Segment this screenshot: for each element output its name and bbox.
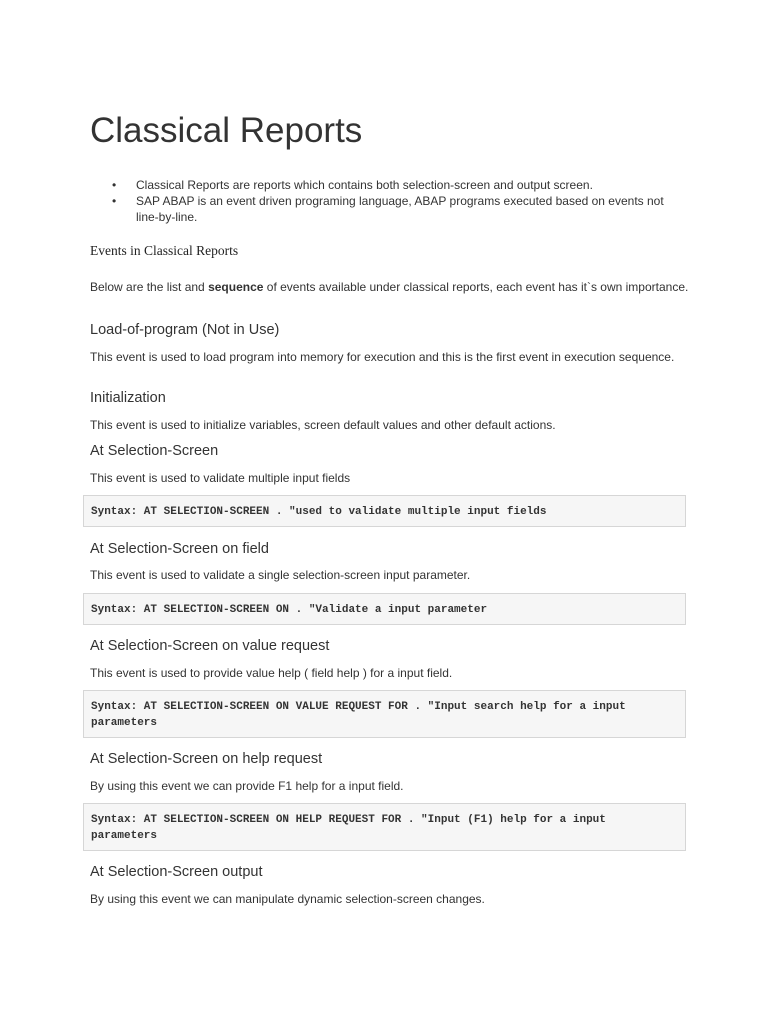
intro-text-after: of events available under classical reports, each event has it`s own importance. (263, 280, 689, 294)
section-heading-output: At Selection-Screen output (90, 864, 263, 880)
section-text-initialization: This event is used to initialize variables, screen default values and other default actions. (90, 418, 556, 432)
section-heading-on-field: At Selection-Screen on field (90, 541, 269, 557)
section-heading-initialization: Initialization (90, 390, 166, 406)
intro-text-before: Below are the list and (90, 280, 209, 294)
section-text-on-value-request: This event is used to provide value help ( field help ) for a input field. (90, 666, 453, 680)
code-block-on-field: Syntax: AT SELECTION-SCREEN ON . "Validate a input parameter (83, 593, 686, 625)
section-heading-on-value-request: At Selection-Screen on value request (90, 638, 330, 654)
intro-bullet-list (90, 177, 680, 225)
section-text-on-field: This event is used to validate a single selection-screen input parameter. (90, 568, 471, 582)
events-heading: Events in Classical Reports (90, 243, 239, 258)
intro-paragraph (90, 279, 690, 295)
section-text-at-selection-screen: This event is used to validate multiple input fields (90, 471, 351, 485)
section-heading-at-selection-screen: At Selection-Screen (90, 443, 219, 459)
code-block-at-selection-screen: Syntax: AT SELECTION-SCREEN . "used to validate multiple input fields (83, 495, 686, 527)
bullet-item: • SAP ABAP is an event driven programing language, ABAP programs executed based on events not line-by-line. (90, 193, 680, 225)
section-heading-load-of-program: Load-of-program (Not in Use) (90, 322, 280, 338)
section-text-load-of-program: This event is used to load program into memory for execution and this is the first event in execution sequence. (90, 350, 675, 364)
section-heading-on-help-request: At Selection-Screen on help request (90, 751, 323, 767)
code-block-on-value-request: Syntax: AT SELECTION-SCREEN ON VALUE REQUEST FOR . "Input search help for a input parameters (83, 690, 686, 738)
bullet-item: • Classical Reports are reports which contains both selection-screen and output screen. (90, 177, 680, 193)
section-text-on-help-request: By using this event we can provide F1 help for a input field. (90, 779, 404, 793)
section-text-output: By using this event we can manipulate dynamic selection-screen changes. (90, 892, 485, 906)
page-title: Classical Reports (90, 111, 363, 150)
intro-text-bold: sequence (208, 280, 264, 294)
code-block-on-help-request: Syntax: AT SELECTION-SCREEN ON HELP REQUEST FOR . "Input (F1) help for a input parameters (83, 803, 686, 851)
